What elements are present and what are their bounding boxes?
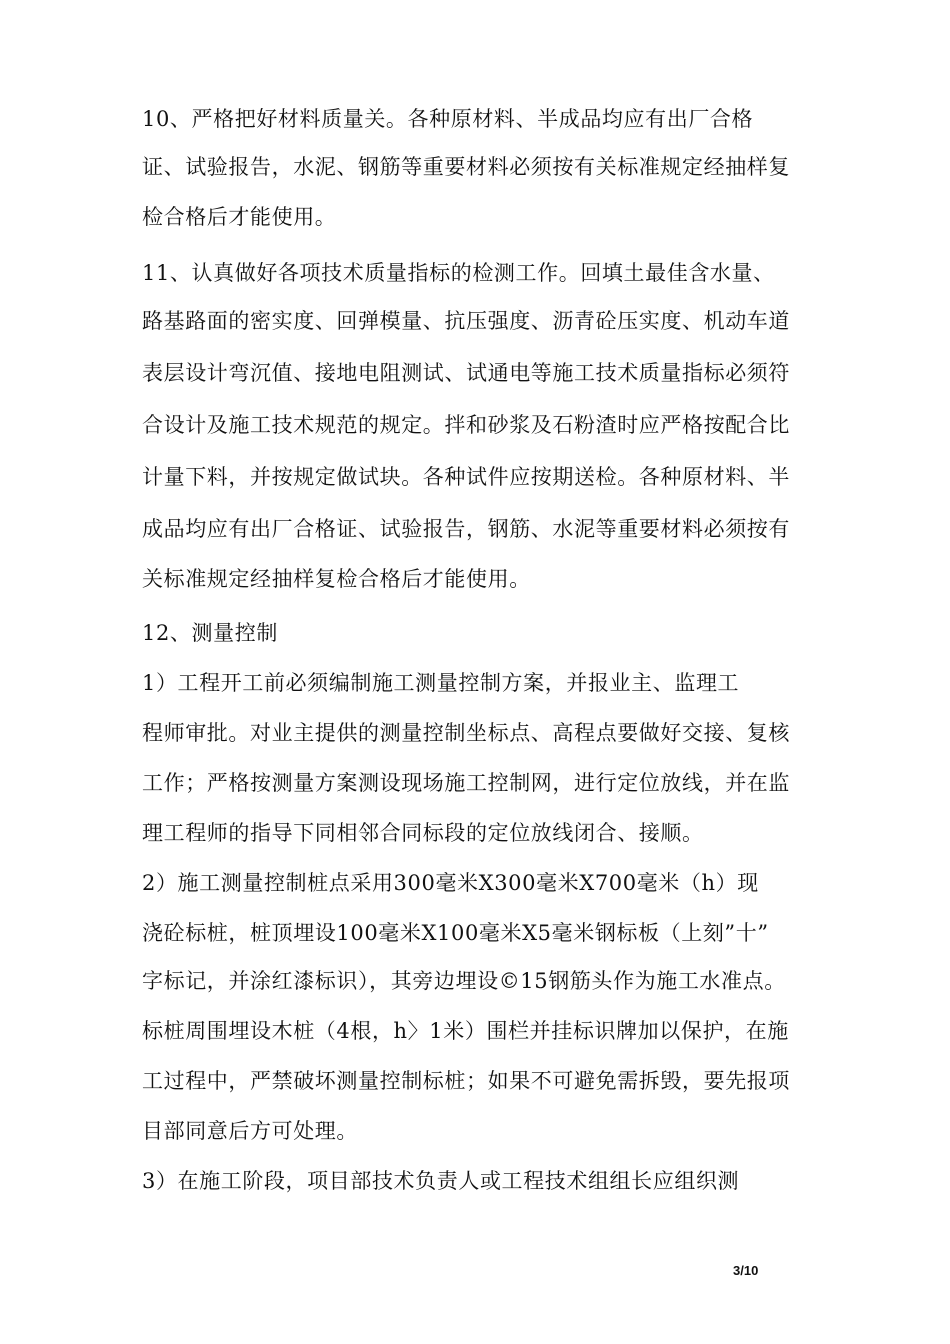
text-line: 目部同意后方可处理。 xyxy=(142,1119,358,1143)
text-line: 关标准规定经抽样复检合格后才能使用。 xyxy=(142,567,531,591)
text-line: 路基路面的密实度、回弹模量、抗压强度、沥青砼压实度、机动车道 xyxy=(142,309,790,333)
text-line: 证、试验报告，水泥、钢筋等重要材料必须按有关标准规定经抽样复 xyxy=(142,155,790,179)
text-line: 3）在施工阶段，项目部技术负责人或工程技术组组长应组织测 xyxy=(142,1169,740,1193)
page-number: 3/10 xyxy=(733,1263,759,1278)
text-line: 11、认真做好各项技术质量指标的检测工作。回填土最佳含水量、 xyxy=(142,261,775,285)
text-line: 2）施工测量控制桩点采用300毫米X300毫米X700毫米（h）现 xyxy=(142,871,759,895)
text-line: 表层设计弯沉值、接地电阻测试、试通电等施工技术质量指标必须符 xyxy=(142,361,790,385)
text-line: 工过程中，严禁破坏测量控制标桩；如果不可避免需拆毁，要先报项 xyxy=(142,1069,790,1093)
text-line: 理工程师的指导下同相邻合同标段的定位放线闭合、接顺。 xyxy=(142,821,704,845)
text-line: 12、测量控制 xyxy=(142,621,278,645)
text-line: 工作；严格按测量方案测设现场施工控制网，进行定位放线，并在监 xyxy=(142,771,790,795)
text-line: 检合格后才能使用。 xyxy=(142,205,337,229)
text-line: 字标记，并涂红漆标识），其旁边埋设©15钢筋头作为施工水准点。 xyxy=(142,969,786,993)
text-line: 1）工程开工前必须编制施工测量控制方案，并报业主、监理工 xyxy=(142,671,740,695)
text-line: 10、严格把好材料质量关。各种原材料、半成品均应有出厂合格 xyxy=(142,107,754,131)
text-line: 程师审批。对业主提供的测量控制坐标点、高程点要做好交接、复核 xyxy=(142,721,790,745)
text-line: 成品均应有出厂合格证、试验报告，钢筋、水泥等重要材料必须按有 xyxy=(142,517,790,541)
text-line: 计量下料，并按规定做试块。各种试件应按期送检。各种原材料、半 xyxy=(142,465,790,489)
text-line: 浇砼标桩，桩顶埋设100毫米X100毫米X5毫米钢标板（上刻”十” xyxy=(142,921,769,945)
text-line: 标桩周围埋设木桩（4根，h〉1米）围栏并挂标识牌加以保护，在施 xyxy=(142,1019,789,1043)
text-line: 合设计及施工技术规范的规定。拌和砂浆及石粉渣时应严格按配合比 xyxy=(142,413,790,437)
